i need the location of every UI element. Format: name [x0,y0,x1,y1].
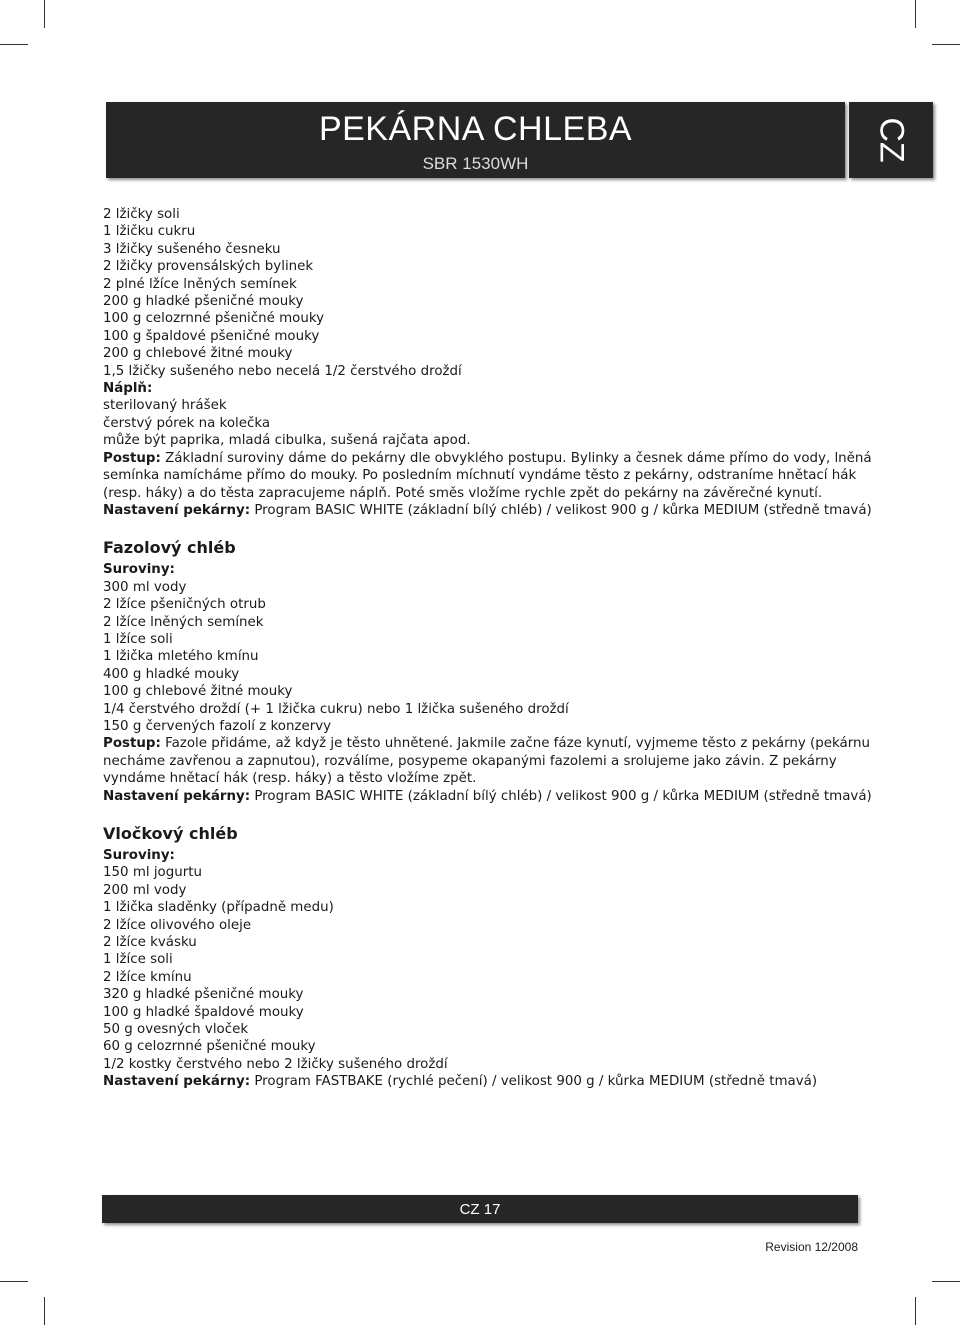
recipe-title: Vločkový chléb [103,824,238,843]
crop-mark [915,0,916,28]
crop-mark [44,1297,45,1325]
crop-mark [0,44,28,45]
ingredient-line: 100 g celozrnné pšeničné mouky [103,311,325,327]
ingredient-line: 100 g chlebové žitné mouky [103,684,293,700]
ingredient-line: 2 lžíce pšeničných otrub [103,597,266,613]
crop-mark [915,1297,916,1325]
ingredient-line: 2 lžíce kvásku [103,935,197,951]
filling-line: sterilovaný hrášek [103,398,227,414]
model-subtitle: SBR 1530WH [422,154,529,173]
ingredient-line: 400 g hladké mouky [103,666,240,682]
page-footer [102,1195,858,1223]
ingredient-line: 1 lžička mletého kmínu [103,649,259,665]
ingredient-line: 2 lžičky soli [103,207,180,222]
ingredient-line: 150 g červených fazolí z konzervy [103,718,332,734]
ingredient-line: 200 g chlebové žitné mouky [103,346,293,362]
crop-mark [932,1281,960,1282]
ingredient-line: 2 plné lžíce lněných semínek [103,276,297,292]
ingredient-line: 2 lžíce kmínu [103,969,192,985]
ingredient-line: 2 lžičky provensálských bylinek [103,259,314,275]
settings-label: Nastavení pekárny: [103,502,251,518]
settings-paragraph [103,788,873,805]
ingredient-line: 2 lžíce olivového oleje [103,917,252,933]
recipe-top-ingredients [103,206,873,380]
settings-paragraph [103,1073,873,1090]
ingredient-line: 1,5 lžičky sušeného nebo necelá 1/2 čerstvého droždí [103,363,462,379]
settings-text: Program FASTBAKE (rychlé pečení) / velikost 900 g / kůrka MEDIUM (středně tmavá) [250,1074,818,1090]
ingredient-line: 200 g hladké pšeničné mouky [103,294,304,310]
ingredient-line: 1 lžičku cukru [103,224,196,240]
page-content [103,206,873,1091]
ingredient-line: 1 lžíce soli [103,952,173,968]
ingredient-line: 320 g hladké pšeničné mouky [103,987,304,1003]
settings-label: Nastavení pekárny: [103,788,251,804]
settings-label: Nastavení pekárny: [103,1074,251,1090]
filling-line: čerstvý pórek na kolečka [103,415,271,431]
recipe-title: Fazolový chléb [103,538,236,558]
page-number: CZ 17 [459,1201,501,1218]
method-label: Postup: [103,450,161,466]
ingredient-line: 1 lžička sladěnky (případně medu) [103,900,334,916]
method-text: Základní suroviny dáme do pekárny dle obvyklého postupu. Bylinky a česnek dáme přímo do vody, lněná semínka namícháme přímo do mouky. Po posledním míchnutí vyndáme těsto z pekárny, odstraníme hnětací hák (resp. háky) a do těsta zapracujeme náplň. Poté směs vložíme rychle zpět do pekárny na závěrečné kynutí. [103,450,872,501]
language-tab [849,102,933,178]
settings-text: Program BASIC WHITE (základní bílý chléb) / velikost 900 g / kůrka MEDIUM (středně tmavá) [250,788,872,804]
method-paragraph [103,735,873,787]
crop-mark [932,44,960,45]
ingredient-line: 60 g celozrnné pšeničné mouky [103,1039,316,1055]
crop-mark [0,1281,28,1282]
method-text: Fazole přidáme, až když je těsto uhnětené. Jakmile začne fáze kynutí, vyjmeme těsto z pekárny (pekárnu necháme zavřenou a zapnutou), rozválíme, posypeme okapanými fazolemi a srolujeme jako závin. Z pekárny vyndáme hnětací hák (resp. háky) a těsto vložíme zpět. [103,736,870,787]
settings-text: Program BASIC WHITE (základní bílý chléb) / velikost 900 g / kůrka MEDIUM (středně tmavá) [250,502,872,518]
ingredient-line: 3 lžičky sušeného česneku [103,241,281,257]
ingredient-line: 50 g ovesných vloček [103,1022,249,1038]
crop-mark [44,0,45,28]
method-label: Postup: [103,736,161,752]
ingredient-line: 100 g hladké špaldové mouky [103,1004,304,1020]
settings-paragraph [103,502,873,519]
method-paragraph [103,450,873,502]
ingredients-label: Suroviny: [103,848,175,863]
ingredient-line: 100 g špaldové pšeničné mouky [103,328,320,344]
filling-label: Náplň: [103,381,153,397]
ingredients-label: Suroviny: [103,562,175,578]
ingredient-line: 300 ml vody [103,579,187,595]
ingredient-line: 200 ml vody [103,882,187,898]
ingredient-line: 1/2 kostky čerstvého nebo 2 lžičky sušeného droždí [103,1056,448,1072]
page-title: PEKÁRNA CHLEBA [318,110,633,148]
revision-label: Revision 12/2008 [765,1240,858,1254]
filling-line: může být paprika, mladá cibulka, sušená rajčata apod. [103,433,471,449]
language-label: CZ [872,117,911,163]
ingredient-line: 1/4 čerstvého droždí (+ 1 lžička cukru) nebo 1 lžička sušeného droždí [103,701,569,717]
ingredient-line: 1 lžíce soli [103,631,173,647]
page-header [106,102,845,178]
ingredient-line: 150 ml jogurtu [103,865,202,881]
ingredient-line: 2 lžíce lněných semínek [103,614,264,630]
